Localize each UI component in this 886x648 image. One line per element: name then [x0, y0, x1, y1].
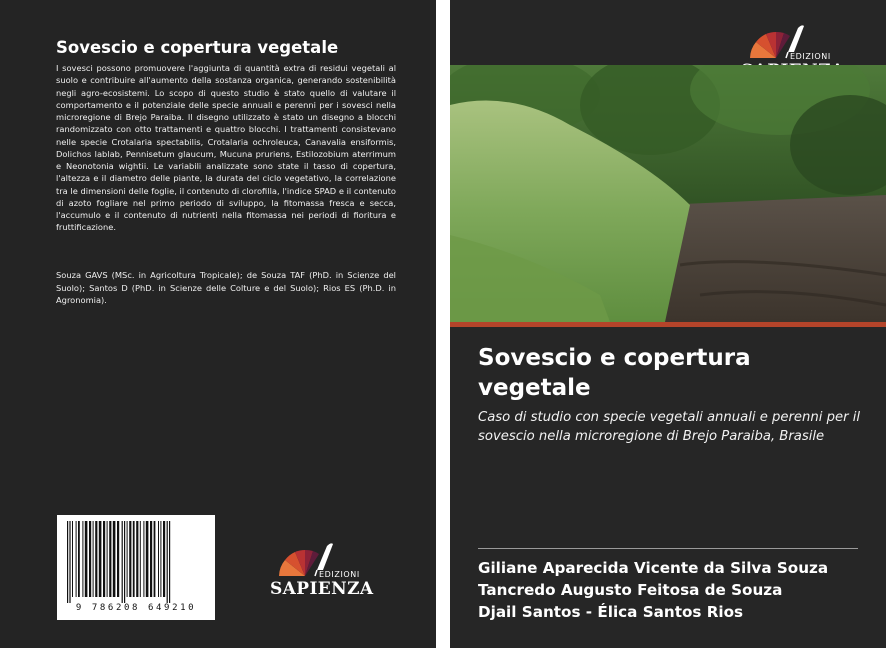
barcode-bar: [160, 521, 161, 597]
barcode-bar: [113, 521, 116, 597]
barcode-bar: [169, 521, 170, 603]
barcode-bars: [57, 515, 215, 603]
barcode-bar: [109, 521, 111, 597]
barcode-bar: [127, 521, 128, 597]
back-cover-abstract: I sovesci possono promuovere l'aggiunta di quantità extra di residui vegetali al suolo e contribuire all'aumento della sostanza organica, generando sostenibilità negli agro-ecosistemi. Lo scopo di questo studio è stato quello di valutare il comportamento e il potenziale delle specie annuali e perenni per i sovesci nella microregione di Brejo Paraiba. Il disegno utilizzato è stato un disegno a blocchi randomizzato con otto trattamenti e quattro blocchi. I trattamenti consistevano nelle specie Crotalaria spectabilis, Crotalaria ochroleuca, Canavalia ensiformis, Dolichos lablab, Pennisetum glaucum, Mucuna pruriens, Estilozobium aterrimum e Neonotonia wightii. Le variabili analizzate sono state il tasso di copertura, l'altezza e il diametro delle piante, la durata del ciclo vegetativo, la correlazione tra le dimensioni delle foglie, il contenuto di clorofilla, l'indice SPAD e il contenuto di azoto fogliare nel primo periodo di sviluppo, la fitomassa fresca e secca, l'accumulo e il contenuto di nutrienti nella fitomassa nei periodi di fioritura e fruttificazione.: [56, 63, 396, 233]
barcode-bar: [117, 521, 119, 597]
barcode-bar: [124, 521, 125, 603]
barcode-bar: [69, 521, 70, 603]
barcode-bar: [158, 521, 159, 597]
barcode-bar: [122, 521, 123, 603]
book-title: Sovescio e copertura vegetale: [478, 345, 751, 401]
barcode-bar: [89, 521, 91, 597]
front-cover: [450, 0, 886, 648]
barcode-bar: [133, 521, 135, 597]
barcode-number: 9 786208 649210: [75, 603, 197, 613]
publisher-name: SAPIENZA: [270, 579, 374, 599]
author-line: Djail Santos - Élica Santos Rios: [478, 603, 744, 621]
barcode-bar: [136, 521, 138, 597]
imprint-label: EDIZIONI: [319, 570, 360, 579]
publisher-logo: [267, 540, 377, 600]
spine: [436, 0, 450, 648]
back-cover: [0, 0, 436, 648]
barcode-bar: [93, 521, 94, 597]
barcode-bar: [99, 521, 102, 597]
barcode-bar: [85, 521, 88, 597]
accent-band: [450, 322, 886, 327]
barcode-bar: [67, 521, 68, 603]
divider: [478, 548, 858, 549]
barcode-bar: [107, 521, 108, 597]
barcode-bar: [163, 521, 165, 597]
author-line: Giliane Aparecida Vicente da Silva Souza: [478, 559, 829, 577]
barcode-bar: [95, 521, 97, 597]
barcode-bar: [150, 521, 152, 597]
author-bio: Souza GAVS (MSc. in Agricoltura Tropicale); de Souza TAF (PhD. in Scienze del Suolo); Santos D (PhD. in Scienze delle Colture e del Suolo); Rios ES (Ph.D. in Agronomia).: [56, 270, 396, 306]
barcode-bar: [78, 521, 80, 597]
barcode-bar: [82, 521, 83, 597]
barcode-bar: [129, 521, 131, 597]
barcode-bar: [167, 521, 168, 603]
barcode-bar: [76, 521, 77, 597]
barcode-bar: [72, 521, 73, 597]
imprint-label: EDIZIONI: [790, 52, 831, 61]
barcode-bar: [146, 521, 149, 597]
barcode-bar: [103, 521, 105, 597]
cover-photo-field: [450, 65, 886, 322]
book-subtitle: Caso di studio con specie vegetali annuali e perenni per il sovescio nella microregione di Brejo Paraiba, Brasile: [478, 410, 861, 444]
author-line: Tancredo Augusto Feitosa de Souza: [478, 581, 783, 599]
barcode-bar: [140, 521, 141, 597]
barcode-bar: [154, 521, 156, 597]
back-cover-title: Sovescio e copertura vegetale: [56, 38, 339, 57]
barcode: [57, 515, 215, 620]
barcode-bar: [143, 521, 144, 597]
